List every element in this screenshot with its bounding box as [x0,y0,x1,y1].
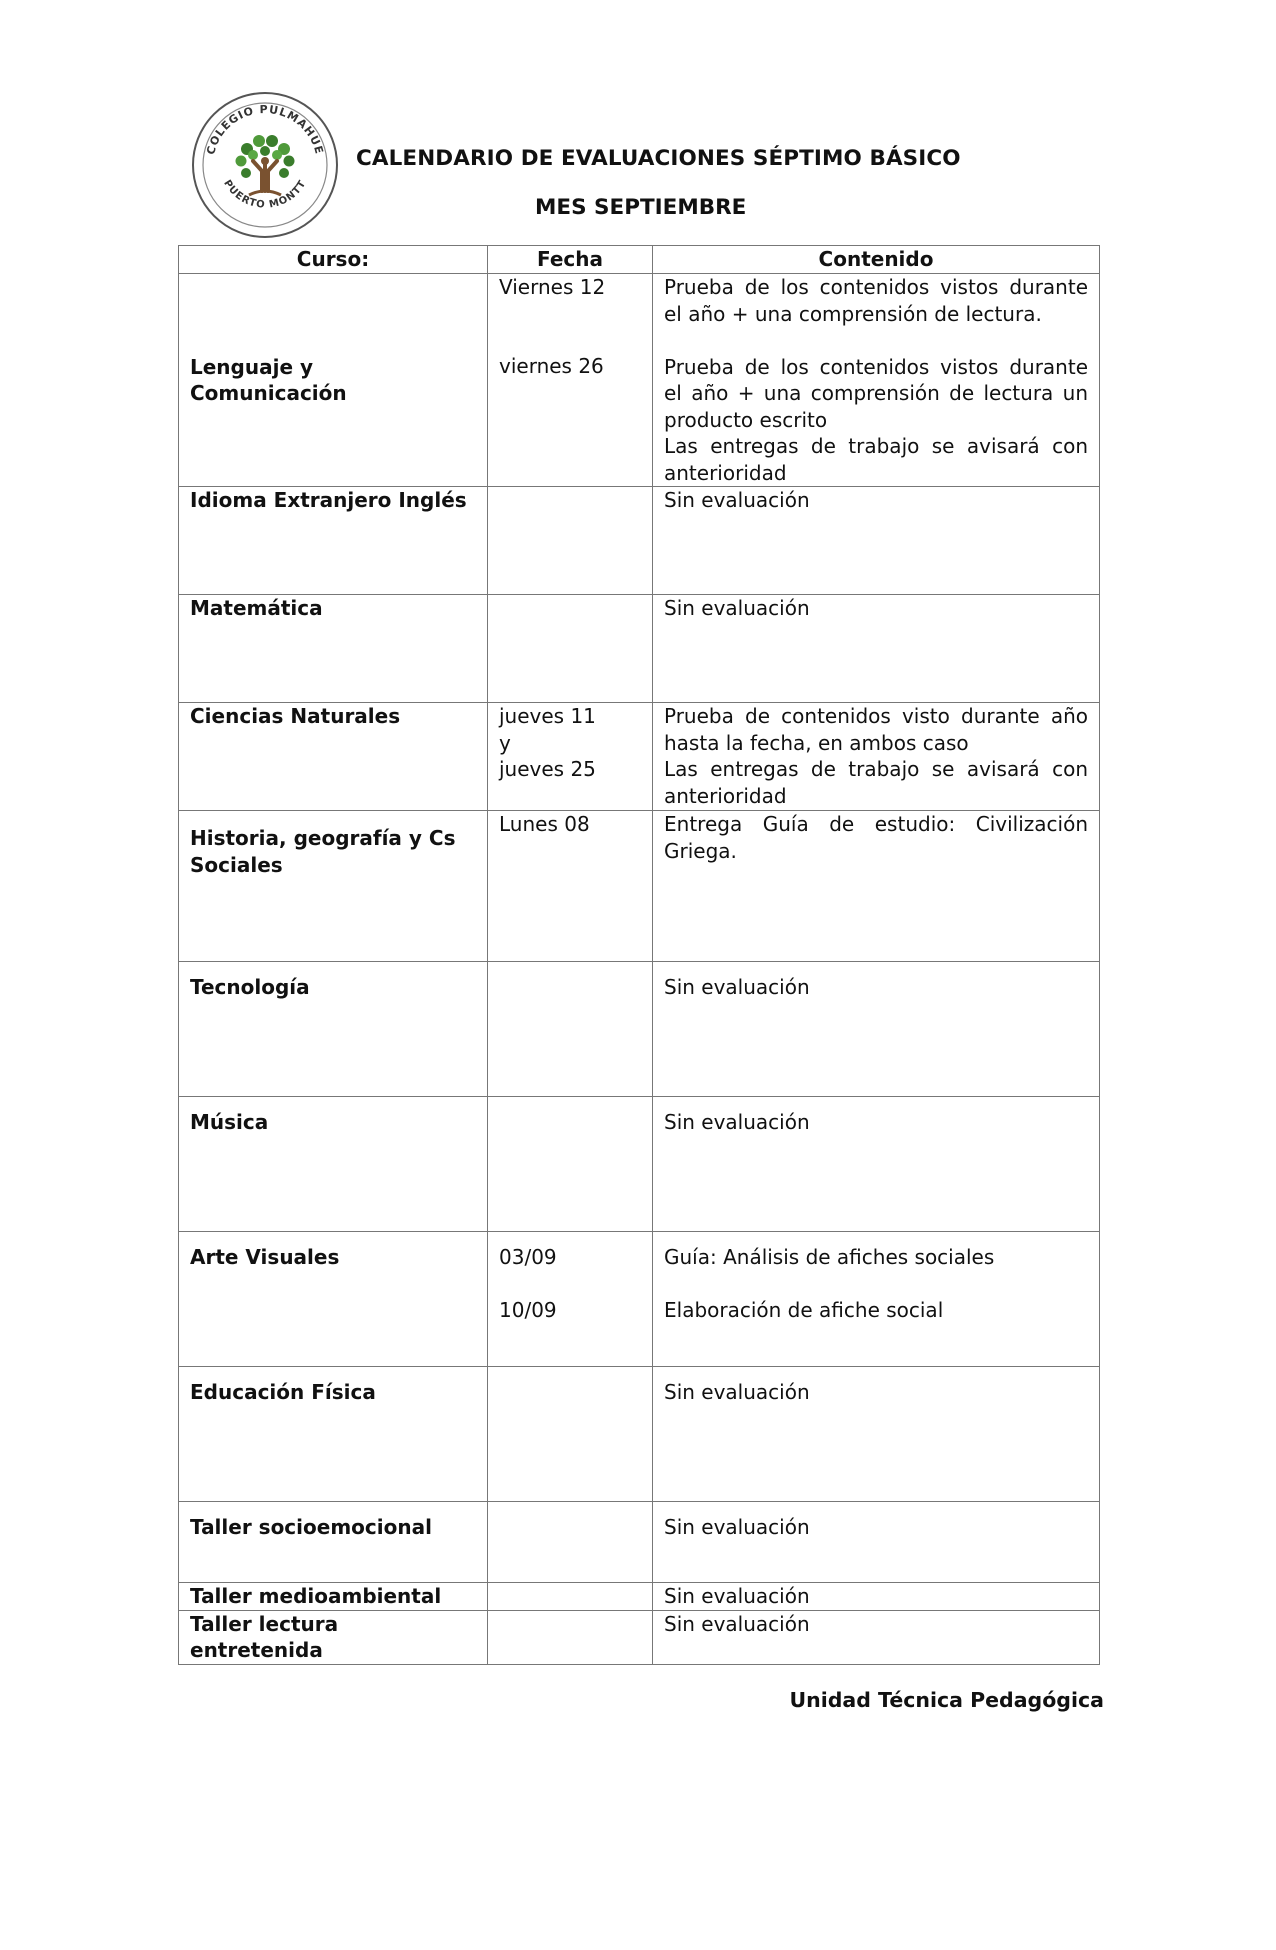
contenido-cell [653,274,1100,487]
fecha-cell [488,962,653,1097]
curso-label: Lenguaje y Comunicación [190,354,347,405]
table-row [179,1097,1100,1232]
fecha-value: jueves 25 [499,757,596,781]
fecha-cell [488,274,653,487]
school-logo [191,91,339,239]
fecha-value: y [499,730,511,755]
header-contenido: Contenido [653,246,1100,274]
header-curso: Curso: [179,246,488,274]
footer-signature: Unidad Técnica Pedagógica [789,1688,1104,1712]
curso-cell: Tecnología [179,962,488,1097]
fecha-cell [488,487,653,595]
fecha-cell: Lunes 08 [488,811,653,962]
fecha-value: Viernes 12 [499,275,606,299]
table-row [179,703,1100,811]
contenido-cell: Sin evaluación [653,1610,1100,1664]
table-row [179,274,1100,487]
fecha-value: 10/09 [499,1298,557,1322]
page-subtitle: MES SEPTIEMBRE [535,195,747,220]
contenido-text: Las entregas de trabajo se avisará con anterioridad [664,434,1088,485]
table-row [179,595,1100,703]
fecha-cell [488,1367,653,1502]
table-row [179,1610,1100,1664]
curso-cell: Taller medioambiental [179,1583,488,1611]
curso-label: Historia, geografía y Cs Sociales [190,826,456,877]
curso-cell: Música [179,1097,488,1232]
logo-bottom-text: PUERTO MONTT [221,178,309,211]
evaluation-calendar-table [178,245,1100,1665]
contenido-cell: Sin evaluación [653,1097,1100,1232]
contenido-text: Las entregas de trabajo se avisará con anterioridad [664,757,1088,808]
table-header-row [179,246,1100,274]
fecha-cell [488,1583,653,1611]
contenido-text: Prueba de los contenidos vistos durante el año + una comprensión de lectura. [664,275,1088,326]
fecha-cell [488,1232,653,1367]
curso-cell: Taller socioemocional [179,1502,488,1583]
table-row [179,811,1100,962]
contenido-text: Prueba de los contenidos vistos durante el año + una comprensión de lectura un producto escrito [664,354,1088,432]
fecha-cell [488,595,653,703]
contenido-cell: Sin evaluación [653,1583,1100,1611]
curso-cell: Idioma Extranjero Inglés [179,487,488,595]
contenido-cell: Sin evaluación [653,962,1100,1097]
contenido-text: Prueba de contenidos visto durante año hasta la fecha, en ambos caso [664,704,1088,755]
contenido-cell: Sin evaluación [653,487,1100,595]
fecha-value: viernes 26 [499,354,604,378]
tree-icon [236,135,295,195]
curso-cell: Matemática [179,595,488,703]
logo-top-text: COLEGIO PULMAHUE [204,102,326,157]
curso-cell: Taller lectura entretenida [179,1610,488,1664]
curso-cell: Educación Física [179,1367,488,1502]
contenido-cell: Sin evaluación [653,595,1100,703]
table-row [179,1232,1100,1367]
curso-cell [179,274,488,487]
curso-cell [179,811,488,962]
contenido-cell: Sin evaluación [653,1502,1100,1583]
contenido-cell [653,1232,1100,1367]
curso-cell: Arte Visuales [179,1232,488,1367]
fecha-value: 03/09 [499,1245,557,1269]
fecha-value: jueves 11 [499,704,596,728]
page-title: CALENDARIO DE EVALUACIONES SÉPTIMO BÁSICO [356,146,961,171]
contenido-cell [653,703,1100,811]
fecha-cell [488,703,653,811]
curso-cell: Ciencias Naturales [179,703,488,811]
table-row [179,962,1100,1097]
contenido-text: Guía: Análisis de afiches sociales [664,1245,995,1269]
table-row [179,1583,1100,1611]
fecha-cell [488,1610,653,1664]
table-row [179,487,1100,595]
table-row [179,1502,1100,1583]
fecha-cell [488,1097,653,1232]
header-fecha: Fecha [488,246,653,274]
table-row [179,1367,1100,1502]
fecha-cell [488,1502,653,1583]
contenido-cell: Entrega Guía de estudio: Civilización Griega. [653,811,1100,962]
contenido-cell: Sin evaluación [653,1367,1100,1502]
contenido-text: Elaboración de afiche social [664,1298,944,1322]
